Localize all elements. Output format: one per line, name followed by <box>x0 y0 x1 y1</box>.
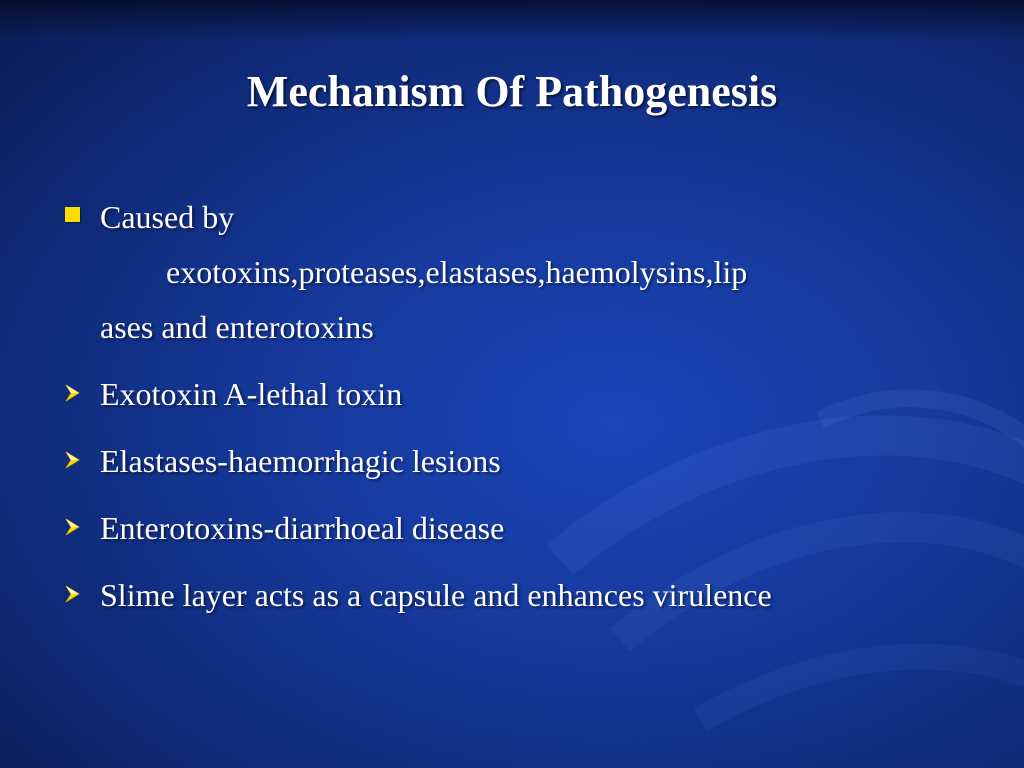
bullet-text-line: Caused by <box>100 199 235 235</box>
arrow-bullet-icon <box>62 449 84 471</box>
arrow-bullet-icon <box>62 516 84 538</box>
bullet-item <box>62 367 962 422</box>
square-bullet-icon <box>65 207 80 222</box>
bullet-text-line: ases and enterotoxins <box>100 309 374 345</box>
bullet-item <box>62 501 962 556</box>
bullet-list <box>62 190 962 635</box>
bullet-text: Enterotoxins-diarrhoeal disease <box>100 510 505 546</box>
bullet-text: Exotoxin A-lethal toxin <box>100 376 403 412</box>
bullet-item <box>62 434 962 489</box>
bullet-item <box>62 190 962 355</box>
arrow-bullet-icon <box>62 583 84 605</box>
slide-title: Mechanism Of Pathogenesis <box>246 67 778 116</box>
bullet-text: Elastases-haemorrhagic lesions <box>100 443 501 479</box>
arrow-bullet-icon <box>62 382 84 404</box>
bullet-text-line: exotoxins,proteases,elastases,haemolysins,lip <box>166 254 748 290</box>
bullet-item <box>62 568 962 623</box>
bullet-text: Slime layer acts as a capsule and enhances virulence <box>100 577 772 613</box>
